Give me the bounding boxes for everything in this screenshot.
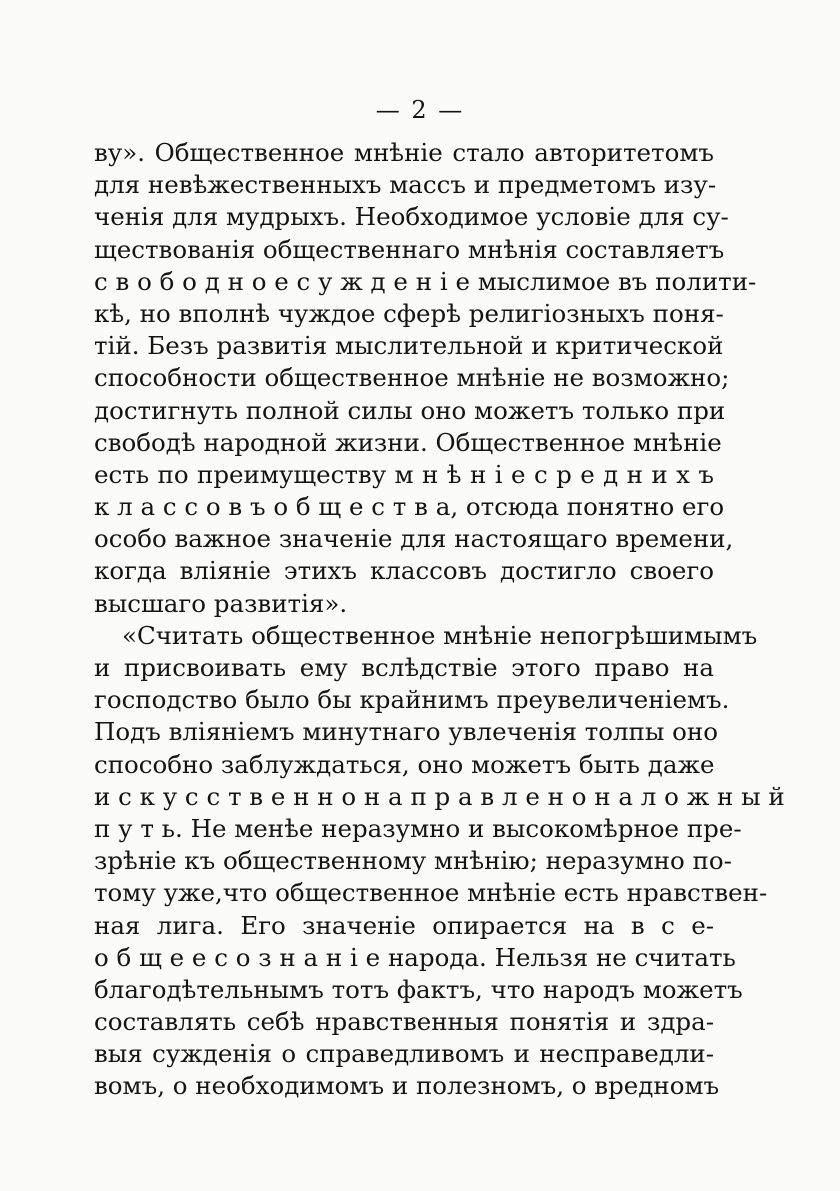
text-line: кѣ, но вполнѣ чуждое сферѣ религіозныхъ поня- [94, 298, 724, 328]
text-line: выя сужденія о справедливомъ и несправедли- [94, 1039, 714, 1069]
text-line: высшаго развитія». [94, 588, 348, 618]
text-line: ченія для мудрыхъ. Необходимое условіе для су- [94, 202, 729, 232]
text-line: способности общественное мнѣніе не возможно; [94, 363, 730, 393]
text-line: есть по преимуществу м н ѣ н і е с р е д н и х ъ [94, 459, 714, 489]
text-line: господство было бы крайнимъ преувеличеніемъ. [94, 685, 730, 715]
text-line: ву». Общественное мнѣніе стало авторитетомъ [94, 138, 714, 167]
text-line: составлять себѣ нравственныя понятія и здра- [94, 1007, 714, 1037]
text-line: зрѣніе къ общественному мнѣнію; неразумно по- [94, 846, 732, 876]
text-line: о б щ е е с о з н а н і е народа. Нельзя не считать [94, 942, 736, 972]
body-text [94, 137, 785, 1103]
text-line: Подъ вліяніемъ минутнаго увлеченія толпы оно [94, 717, 719, 747]
text-line: способно заблуждаться, оно можетъ быть даже [94, 749, 715, 779]
text-line: с в о б о д н о е с у ж д е н і е мыслимое въ полити- [94, 266, 757, 296]
text-line: благодѣтельнымъ тотъ фактъ, что народъ можетъ [94, 974, 743, 1004]
text-line: особо важное значеніе для настоящаго времени, [94, 524, 734, 554]
text-line: когда вліяніе этихъ классовъ достигло своего [94, 556, 714, 586]
page-number: — 2 — [375, 96, 465, 124]
text-line: тій. Безъ развитія мыслительной и критической [94, 331, 724, 361]
text-line: свободѣ народной жизни. Общественное мнѣніе [94, 427, 722, 457]
text-line: и с к у с с т в е н н о н а п р а в л е н о н а л о ж н ы й [94, 781, 785, 811]
text-line: для невѣжественныхъ массъ и предметомъ изу- [94, 170, 717, 200]
text-line: п у т ь. Не менѣе неразумно и высокомѣрное пре- [94, 813, 742, 843]
text-line: вомъ, о необходимомъ и полезномъ, о вредномъ [94, 1071, 720, 1101]
text-line: тому уже,что общественное мнѣніе есть нравствен- [94, 878, 768, 908]
text-line: и присвоивать ему вслѣдствіе этого право на [94, 653, 714, 682]
text-line: ществованія общественнаго мнѣнія составляетъ [94, 234, 725, 264]
text-line: «Считать общественное мнѣніе непогрѣшимымъ [122, 620, 758, 650]
text-line: ная лига. Его значеніе опирается на в с е- [94, 910, 714, 940]
text-line: достигнуть полной силы оно можетъ только при [94, 395, 726, 425]
text-line: к л а с с о в ъ о б щ е с т в а, отсюда понятно его [94, 492, 725, 522]
